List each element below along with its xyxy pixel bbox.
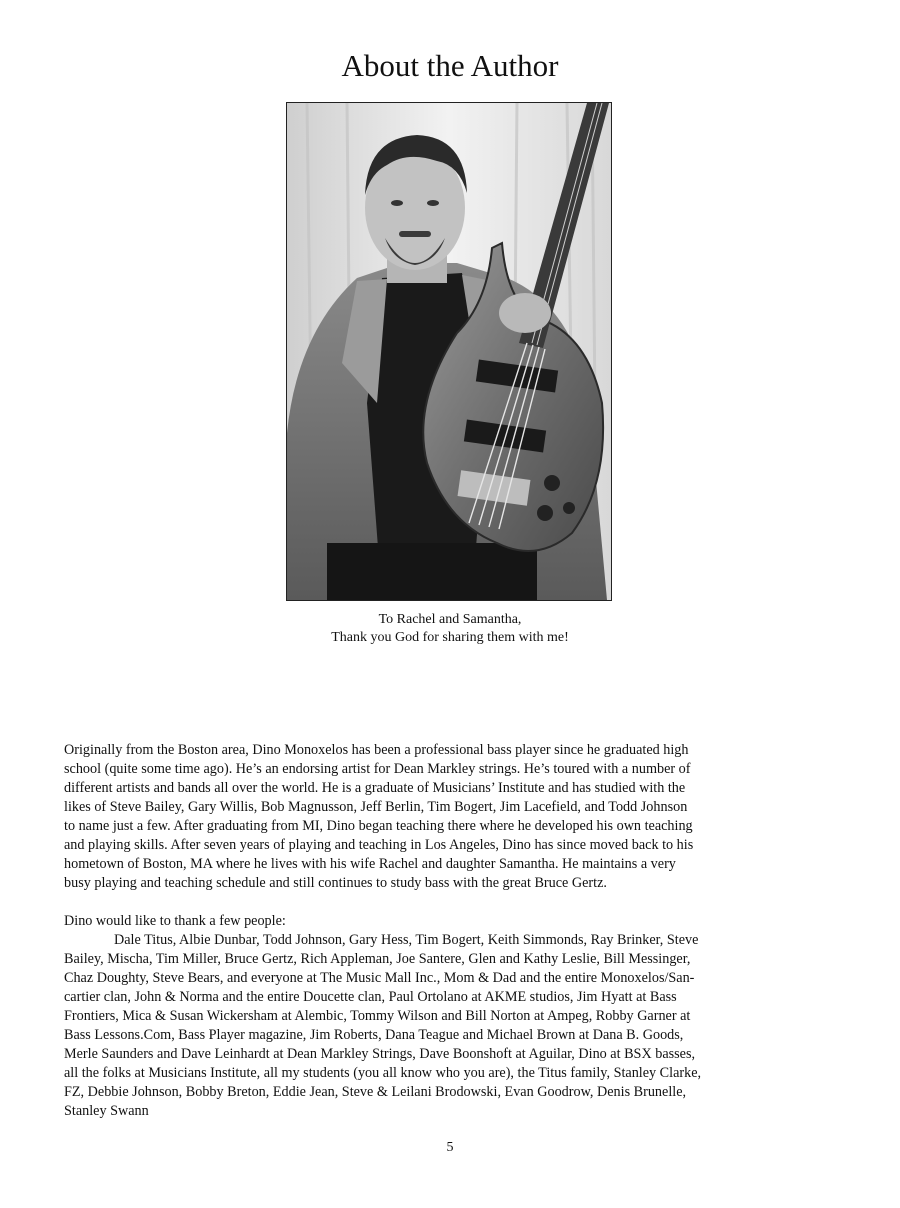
acknowledgements-line: Frontiers, Mica & Susan Wickersham at Alembic, Tommy Wilson and Bill Norton at Ampeg, Robby Garner at (64, 1008, 691, 1024)
page-number: 5 (446, 1140, 454, 1155)
bio-line: to name just a few. After graduating from MI, Dino began teaching there where he developed his own teaching (64, 818, 693, 834)
caption-line-1: To Rachel and Samantha, (378, 612, 522, 627)
author-biography (64, 741, 844, 893)
acknowledgements-line: Merle Saunders and Dave Leinhardt at Dean Markley Strings, Dave Boonshoft at Aguilar, Dino at BSX basses, (64, 1046, 696, 1062)
bio-line: likes of Steve Bailey, Gary Willis, Bob Magnusson, Jeff Berlin, Tim Bogert, Jim Lacefield, and Todd Johnson (64, 799, 688, 815)
photo-caption (0, 611, 900, 647)
acknowledgements-line: FZ, Debbie Johnson, Bobby Breton, Eddie Jean, Steve & Leilani Brodowski, Evan Goodrow, Denis Brunelle, (64, 1084, 687, 1100)
acknowledgements-line: Stanley Swann (64, 1103, 149, 1119)
bio-line: different artists and bands all over the world. He is a graduate of Musicians’ Institute and has studied with the (64, 780, 686, 796)
acknowledgements-heading: Dino would like to thank a few people: (64, 913, 286, 929)
acknowledgements-line: Dale Titus, Albie Dunbar, Todd Johnson, Gary Hess, Tim Bogert, Keith Simmonds, Ray Brinker, Steve (114, 932, 699, 948)
author-photo (286, 102, 612, 601)
bio-line: and playing skills. After seven years of playing and teaching in Los Angeles, Dino has since moved back to his (64, 837, 694, 853)
author-photo-illustration (287, 103, 611, 600)
acknowledgements-line: all the folks at Musicians Institute, all my students (you all know who you are), the Titus family, Stanley Clarke, (64, 1065, 702, 1081)
acknowledgements-line: Chaz Doughty, Steve Bears, and everyone at The Music Mall Inc., Mom & Dad and the entire Monoxelos/San- (64, 970, 695, 986)
bio-line: busy playing and teaching schedule and still continues to study bass with the great Bruce Gertz. (64, 875, 607, 891)
page-title: About the Author (341, 48, 559, 83)
acknowledgements-line: Bailey, Mischa, Tim Miller, Bruce Gertz, Rich Appleman, Joe Santere, Glen and Kathy Leslie, Bill Messinger, (64, 951, 691, 967)
acknowledgements-line: Bass Lessons.Com, Bass Player magazine, Jim Roberts, Dana Teague and Michael Brown at Dana B. Goods, (64, 1027, 684, 1043)
acknowledgements-line: cartier clan, John & Norma and the entire Doucette clan, Paul Ortolano at AKME studios, Jim Hyatt at Bass (64, 989, 677, 1005)
bio-line: school (quite some time ago). He’s an endorsing artist for Dean Markley strings. He’s toured with a number of (64, 761, 691, 777)
bio-line: hometown of Boston, MA where he lives with his wife Rachel and daughter Samantha. He maintains a very (64, 856, 676, 872)
acknowledgements (64, 912, 844, 1121)
caption-line-2: Thank you God for sharing them with me! (331, 630, 569, 645)
bio-line: Originally from the Boston area, Dino Monoxelos has been a professional bass player since he graduated high (64, 742, 689, 758)
